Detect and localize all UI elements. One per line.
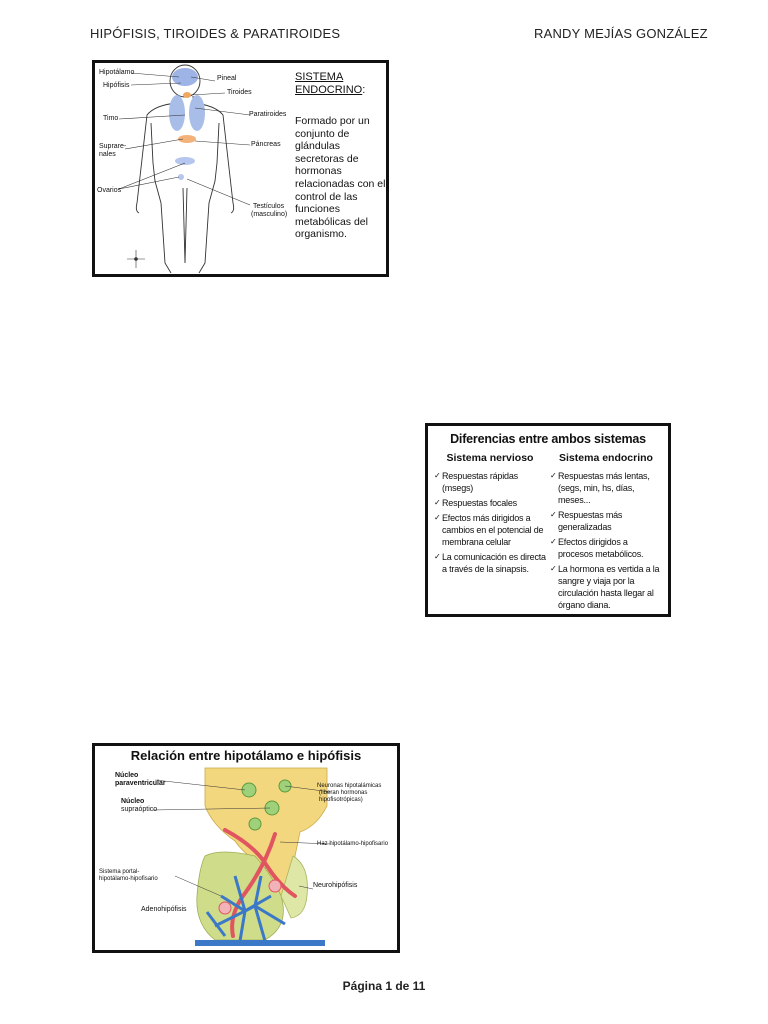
label-supraoptico-1: Núcleo — [121, 798, 145, 805]
label-adenohipofisis: Adenohipófisis — [141, 906, 187, 913]
header-right: RANDY MEJÍAS GONZÁLEZ — [534, 26, 708, 41]
label-hipofisis: Hipófisis — [103, 82, 130, 89]
pituitary-illustration — [95, 746, 397, 950]
label-hipotalamo: Hipotálamo — [99, 69, 135, 76]
column-endocrine-heading: Sistema endocrino — [559, 452, 653, 464]
label-neuronas-3: hipofisotrópicas) — [319, 797, 363, 803]
column-nervous — [434, 452, 546, 614]
label-neuronas-1: Neuronas hipotalámicas — [317, 783, 382, 789]
list-item: ✓ Efectos más dirigidos a cambios en el potencial de membrana celular — [434, 512, 546, 548]
label-paraventricular-1: Núcleo — [115, 772, 139, 779]
figure3-title: Relación entre hipotálamo e hipófisis — [130, 748, 362, 763]
label-haz: Haz hipotálamo-hipofisario — [317, 841, 389, 847]
label-supraoptico-2: supraóptico — [121, 806, 158, 813]
label-portal-2: hipotálamo-hipofisario — [99, 876, 158, 882]
figure1-body: Formado por un conjunto de glándulas secretoras de hormonas relacionadas con el control de las funciones metabólicas del organismo. — [295, 115, 386, 241]
hypothalamus-pituitary-figure — [92, 743, 400, 953]
label-suprarrenales-2: nales — [99, 151, 116, 158]
label-portal-1: Sistema portal- — [99, 869, 140, 875]
label-testiculos-2: (masculino) — [251, 211, 288, 218]
column-nervous-heading: Sistema nervioso — [446, 452, 534, 464]
list-item: ✓ Respuestas más lentas, (segs, min, hs, días, meses... — [550, 470, 662, 506]
title-suffix: : — [362, 84, 366, 96]
label-paraventricular-2: paraventricular — [115, 780, 166, 787]
header-left: HIPÓFISIS, TIROIDES & PARATIROIDES — [90, 26, 341, 41]
list-item: ✓ Respuestas rápidas (msegs) — [434, 470, 546, 494]
endocrine-system-figure — [92, 60, 389, 277]
differences-table-figure — [425, 423, 671, 617]
human-body-illustration — [95, 63, 288, 274]
label-ovarios: Ovarios — [97, 187, 122, 194]
label-pineal: Pineal — [217, 75, 237, 82]
title-line2: ENDOCRINO — [295, 84, 363, 96]
list-item: ✓ Respuestas más generalizadas — [550, 509, 662, 533]
title-line1: SISTEMA — [295, 71, 344, 83]
figure1-title — [295, 71, 365, 97]
label-testiculos-1: Testículos — [253, 203, 285, 210]
label-pancreas: Páncreas — [251, 141, 281, 148]
list-item: ✓ Respuestas focales — [434, 497, 546, 509]
label-neurohipofisis: Neurohipófisis — [313, 882, 358, 889]
label-suprarrenales-1: Suprare- — [99, 143, 127, 150]
list-item: ✓ La hormona es vertida a la sangre y viaja por la circulación hasta llegar al órgano diana. — [550, 563, 662, 611]
label-timo: Timo — [103, 115, 119, 122]
label-tiroides: Tiroides — [227, 89, 252, 96]
list-item: ✓ Efectos dirigidos a procesos metabólicos. — [550, 536, 662, 560]
label-paratiroides: Paratiroides — [249, 111, 287, 118]
page-number: Página 1 de 11 — [342, 979, 426, 993]
label-neuronas-2: (liberan hormonas — [319, 790, 368, 796]
column-endocrine — [550, 452, 662, 614]
list-item: ✓ La comunicación es directa a través de la sinapsis. — [434, 551, 546, 575]
figure2-title: Diferencias entre ambos sistemas — [450, 432, 646, 446]
